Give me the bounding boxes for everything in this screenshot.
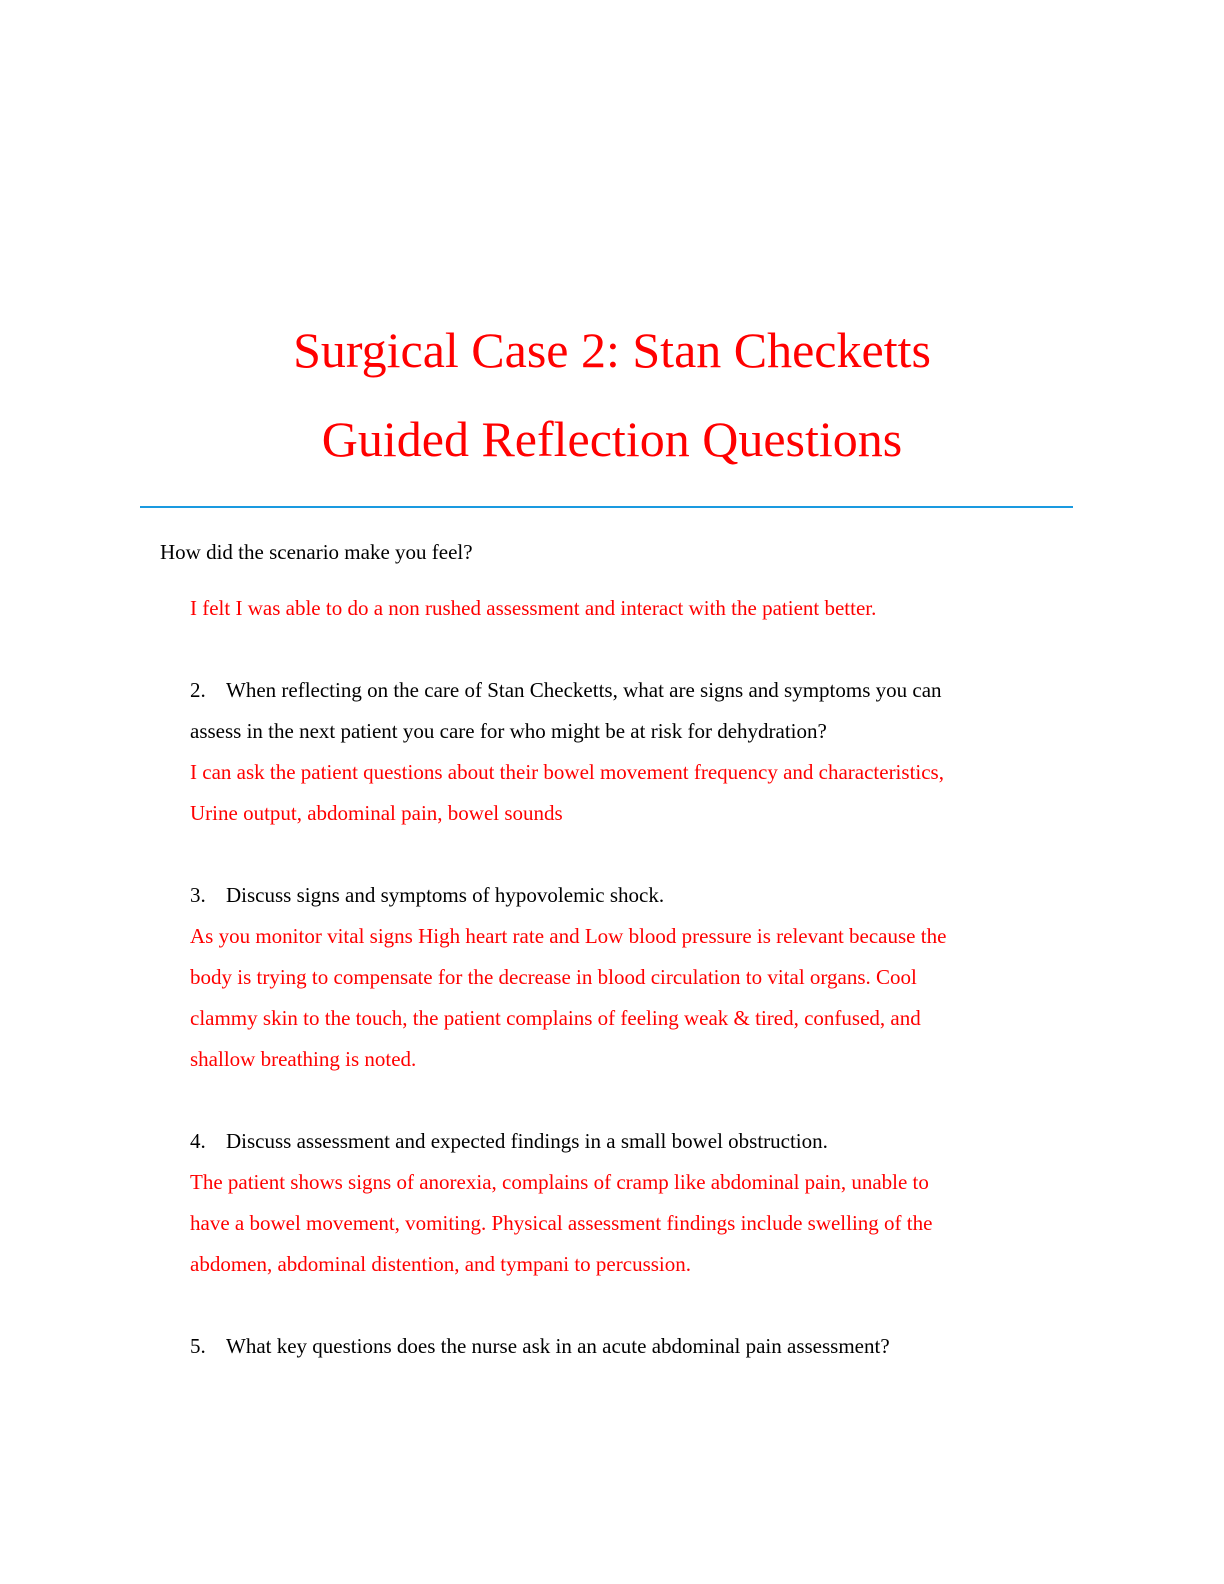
question-3-number: 3. (190, 883, 206, 907)
answer-3-line-3: clammy skin to the touch, the patient complains of feeling weak & tired, confused, and (190, 1006, 921, 1030)
title-divider (140, 506, 1073, 508)
question-2-line-2: assess in the next patient you care for who might be at risk for dehydration? (190, 719, 827, 743)
question-5-text: What key questions does the nurse ask in an acute abdominal pain assessment? (226, 1334, 890, 1358)
answer-3-line-4: shallow breathing is noted. (190, 1047, 417, 1071)
question-1-text: How did the scenario make you feel? (160, 540, 473, 564)
question-5-line-1 (190, 1326, 890, 1367)
question-4-line-1 (190, 1121, 828, 1162)
question-5-number: 5. (190, 1334, 206, 1358)
question-3-text: Discuss signs and symptoms of hypovolemic shock. (226, 883, 665, 907)
question-2-line-1 (190, 670, 942, 711)
answer-3-line-1: As you monitor vital signs High heart rate and Low blood pressure is relevant because the (190, 924, 947, 948)
document-title-line-1: Surgical Case 2: Stan Checketts (293, 322, 931, 378)
answer-4-line-3: abdomen, abdominal distention, and tympani to percussion. (190, 1252, 691, 1276)
question-2-text: When reflecting on the care of Stan Checketts, what are signs and symptoms you can (226, 678, 942, 702)
question-4-number: 4. (190, 1129, 206, 1153)
question-3-line-1 (190, 875, 664, 916)
document-title-line-2: Guided Reflection Questions (321, 411, 903, 467)
answer-3-line-2: body is trying to compensate for the decrease in blood circulation to vital organs. Cool (190, 965, 917, 989)
answer-4-line-2: have a bowel movement, vomiting. Physical assessment findings include swelling of the (190, 1211, 933, 1235)
answer-2-line-1: I can ask the patient questions about their bowel movement frequency and characteristics, (190, 760, 944, 784)
question-2-number: 2. (190, 678, 206, 702)
answer-1-line-1: I felt I was able to do a non rushed assessment and interact with the patient better. (190, 596, 877, 620)
answer-4-line-1: The patient shows signs of anorexia, complains of cramp like abdominal pain, unable to (190, 1170, 929, 1194)
answer-2-line-2: Urine output, abdominal pain, bowel sounds (190, 801, 563, 825)
question-4-text: Discuss assessment and expected findings in a small bowel obstruction. (226, 1129, 828, 1153)
